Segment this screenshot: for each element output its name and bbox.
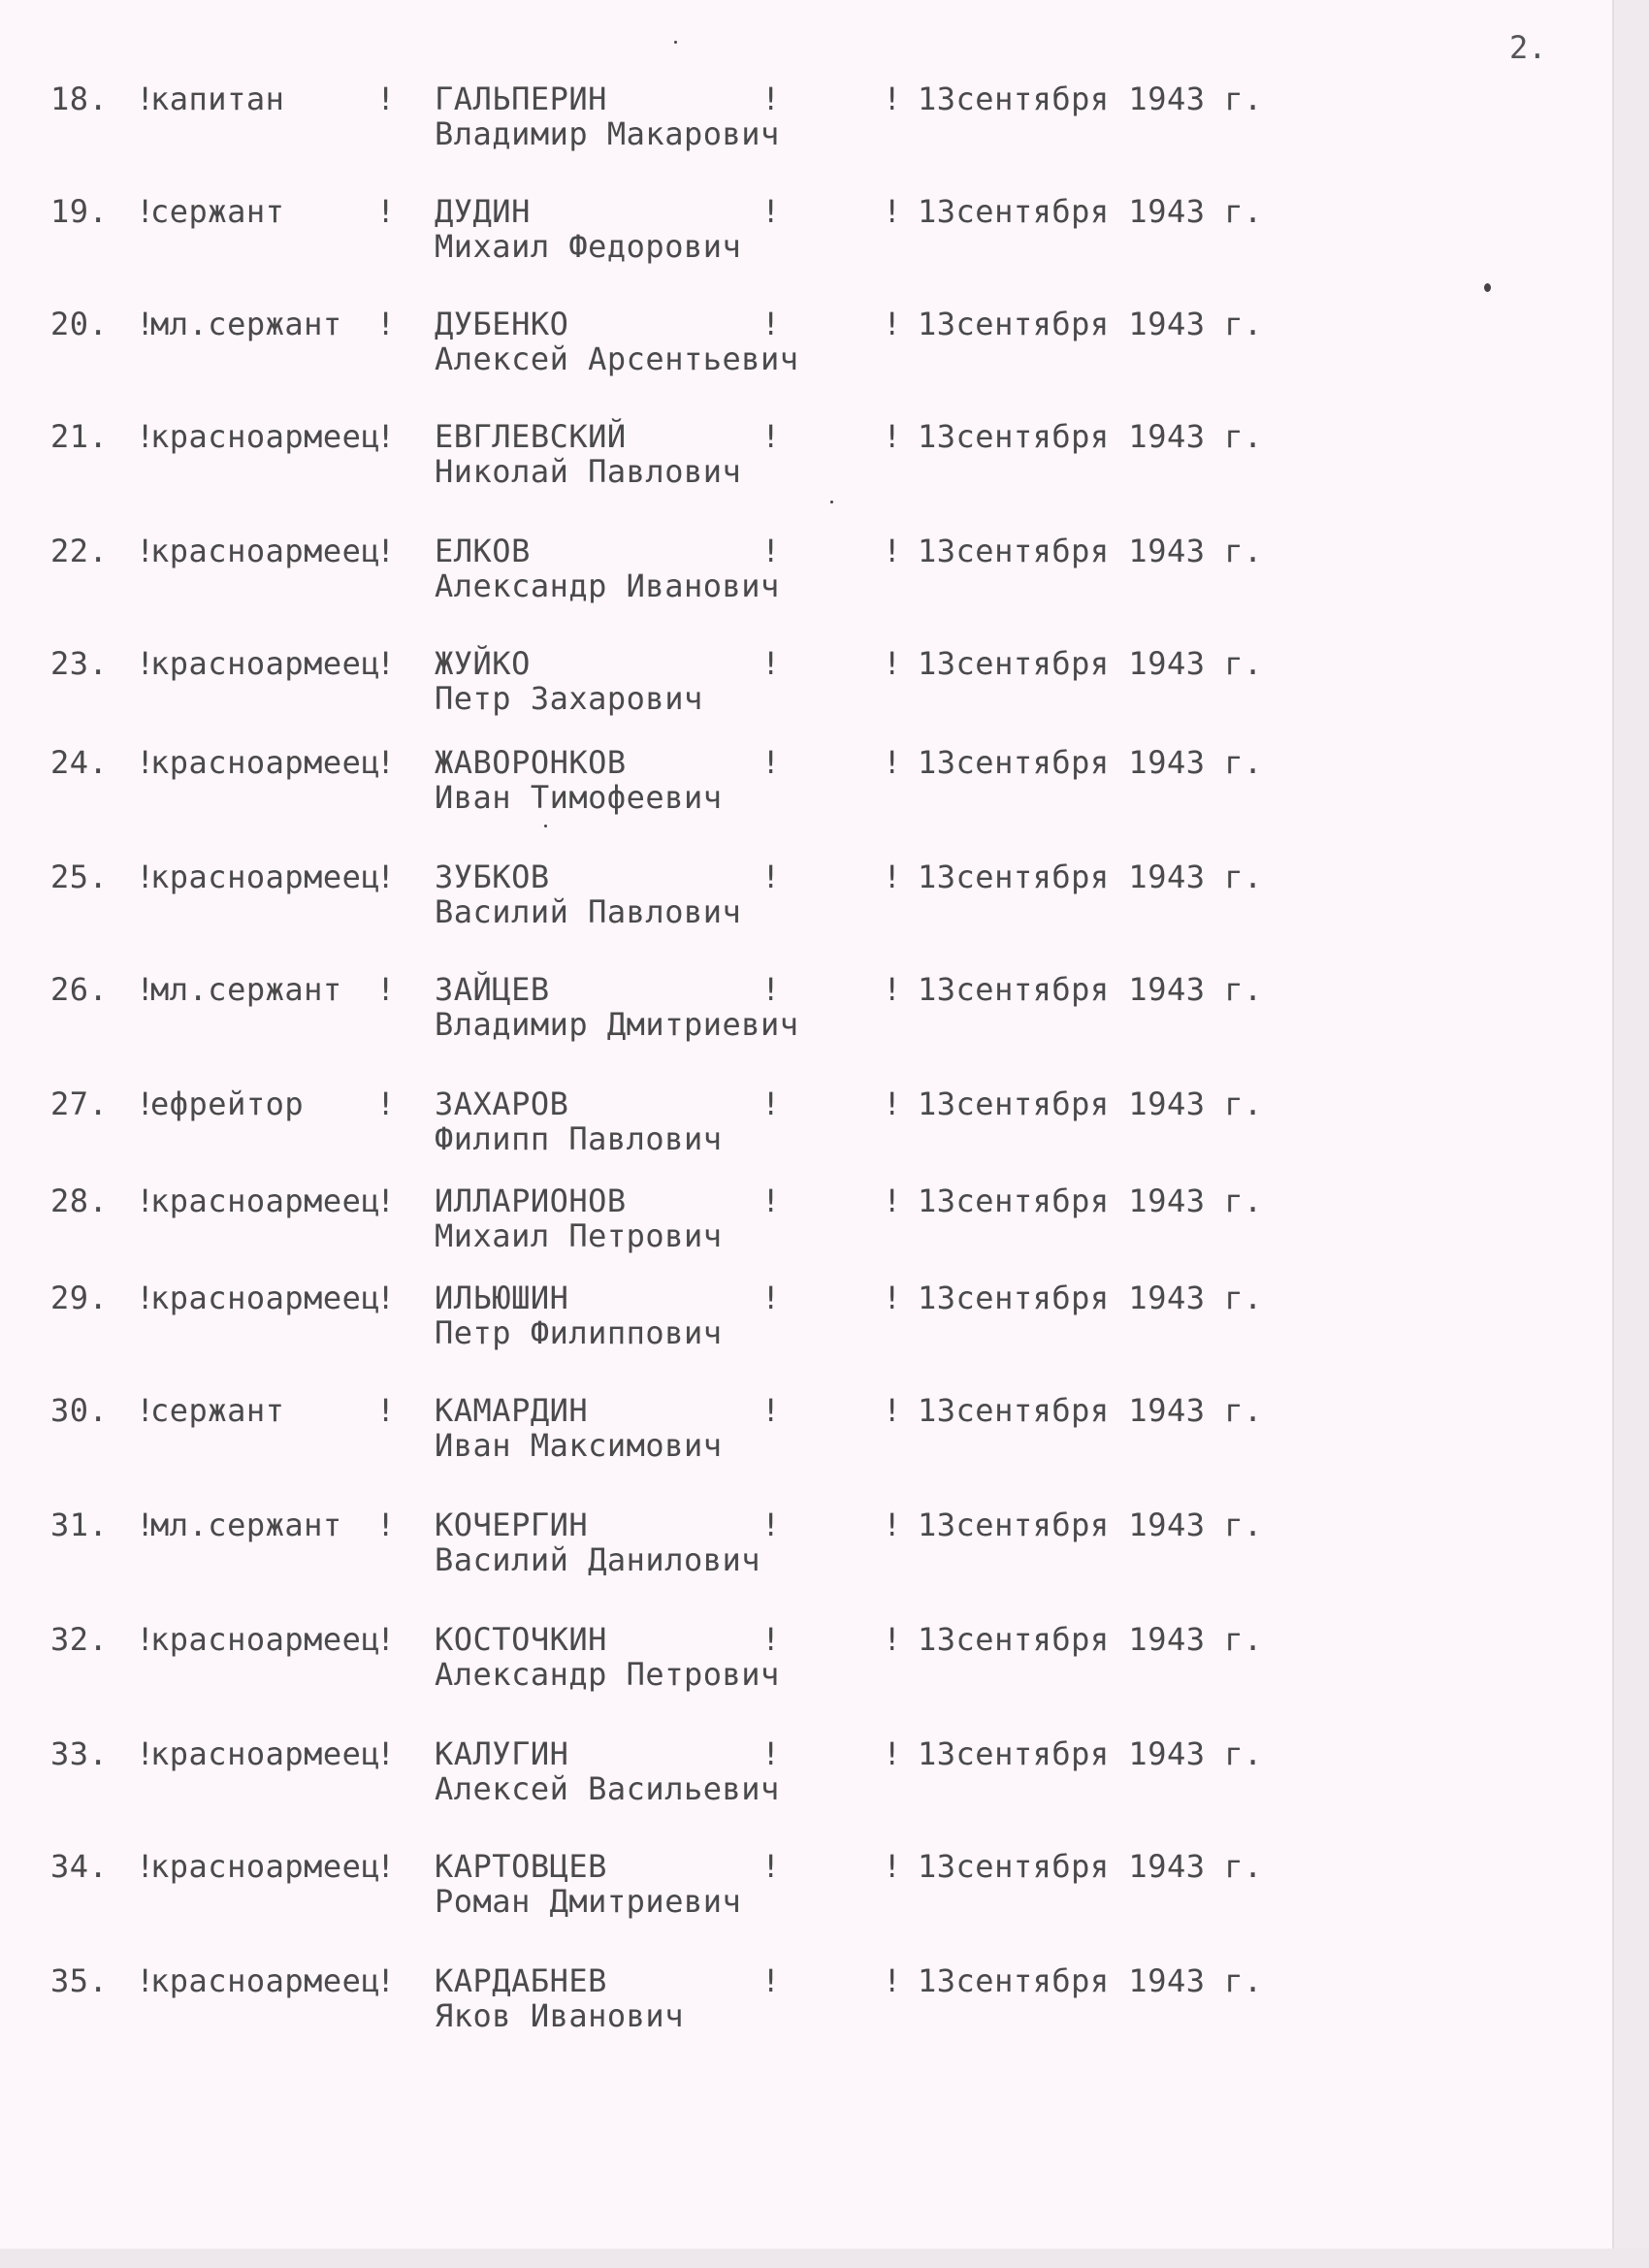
separator-mark: ! xyxy=(761,971,781,1008)
entry-date: 13сентября 1943 г. xyxy=(918,1621,1263,1658)
entry-given-names: Василий Данилович xyxy=(435,1541,761,1578)
separator-mark: ! xyxy=(883,859,902,895)
entry-date: 13сентября 1943 г. xyxy=(918,859,1263,895)
list-item xyxy=(0,534,1358,611)
list-item xyxy=(0,1963,1358,2041)
separator-mark: ! xyxy=(376,306,396,342)
entry-date: 13сентября 1943 г. xyxy=(918,1085,1263,1122)
entry-surname: ИЛЬЮШИН xyxy=(435,1280,569,1316)
separator-mark: ! xyxy=(883,1183,902,1219)
separator-mark: ! xyxy=(883,744,902,781)
separator-mark: ! xyxy=(136,1183,155,1219)
entry-number: 22. xyxy=(50,533,109,569)
entry-given-names: Михаил Федорович xyxy=(435,228,742,265)
entry-date: 13сентября 1943 г. xyxy=(918,418,1263,455)
entry-number: 20. xyxy=(50,306,109,342)
entry-given-names: Алексей Арсентьевич xyxy=(435,340,799,377)
list-item xyxy=(0,1086,1358,1164)
separator-mark: ! xyxy=(376,1280,396,1316)
separator-mark: ! xyxy=(136,1280,155,1316)
separator-mark: ! xyxy=(761,1848,781,1885)
entry-number: 26. xyxy=(50,971,109,1008)
entry-date: 13сентября 1943 г. xyxy=(918,744,1263,781)
list-item xyxy=(0,745,1358,823)
separator-mark: ! xyxy=(136,971,155,1008)
entry-number: 21. xyxy=(50,418,109,455)
separator-mark: ! xyxy=(883,1280,902,1316)
list-item xyxy=(0,194,1358,272)
separator-mark: ! xyxy=(136,1848,155,1885)
entry-rank: красноармеец xyxy=(150,1735,381,1772)
separator-mark: ! xyxy=(376,645,396,682)
separator-mark: ! xyxy=(761,1962,781,1999)
separator-mark: ! xyxy=(136,744,155,781)
entry-given-names: Алексей Васильевич xyxy=(435,1770,780,1807)
entry-surname: ИЛЛАРИОНОВ xyxy=(435,1183,627,1219)
entry-surname: ЖУЙКО xyxy=(435,645,531,682)
entry-date: 13сентября 1943 г. xyxy=(918,193,1263,230)
entry-rank: красноармеец xyxy=(150,1280,381,1316)
separator-mark: ! xyxy=(883,306,902,342)
entry-date: 13сентября 1943 г. xyxy=(918,1735,1263,1772)
separator-mark: ! xyxy=(761,1280,781,1316)
separator-mark: ! xyxy=(136,306,155,342)
entry-given-names: Иван Тимофеевич xyxy=(435,779,723,816)
entry-date: 13сентября 1943 г. xyxy=(918,1962,1263,1999)
entry-surname: КАМАРДИН xyxy=(435,1392,589,1429)
separator-mark: ! xyxy=(761,859,781,895)
separator-mark: ! xyxy=(376,418,396,455)
separator-mark: ! xyxy=(761,1183,781,1219)
separator-mark: ! xyxy=(136,645,155,682)
entry-surname: КАЛУГИН xyxy=(435,1735,569,1772)
entry-rank: мл.сержант xyxy=(150,1507,342,1543)
separator-mark: ! xyxy=(136,1621,155,1658)
entry-given-names: Петр Захарович xyxy=(435,680,703,717)
entry-given-names: Николай Павлович xyxy=(435,453,742,490)
entry-surname: КОСТОЧКИН xyxy=(435,1621,607,1658)
entry-date: 13сентября 1943 г. xyxy=(918,1392,1263,1429)
separator-mark: ! xyxy=(376,859,396,895)
entry-date: 13сентября 1943 г. xyxy=(918,81,1263,117)
entry-rank: сержант xyxy=(150,193,285,230)
list-item xyxy=(0,646,1358,724)
entry-date: 13сентября 1943 г. xyxy=(918,1848,1263,1885)
entry-rank: красноармеец xyxy=(150,859,381,895)
entry-given-names: Владимир Дмитриевич xyxy=(435,1006,799,1043)
separator-mark: ! xyxy=(883,193,902,230)
entry-number: 24. xyxy=(50,744,109,781)
separator-mark: ! xyxy=(761,1621,781,1658)
entry-date: 13сентября 1943 г. xyxy=(918,1507,1263,1543)
entry-rank: красноармеец xyxy=(150,645,381,682)
entry-rank: красноармеец xyxy=(150,1848,381,1885)
list-item xyxy=(0,1280,1358,1358)
entry-rank: красноармеец xyxy=(150,1183,381,1219)
separator-mark: ! xyxy=(376,1962,396,1999)
entry-surname: ДУБЕНКО xyxy=(435,306,569,342)
list-item xyxy=(0,1393,1358,1471)
entry-number: 33. xyxy=(50,1735,109,1772)
separator-mark: ! xyxy=(376,971,396,1008)
ink-speck xyxy=(544,825,547,827)
separator-mark: ! xyxy=(883,533,902,569)
entry-surname: КАРДАБНЕВ xyxy=(435,1962,607,1999)
entry-rank: мл.сержант xyxy=(150,306,342,342)
entry-number: 29. xyxy=(50,1280,109,1316)
ink-speck xyxy=(1484,283,1491,292)
entry-rank: красноармеец xyxy=(150,533,381,569)
entry-given-names: Александр Иванович xyxy=(435,567,780,604)
separator-mark: ! xyxy=(883,645,902,682)
separator-mark: ! xyxy=(883,1085,902,1122)
list-item xyxy=(0,1736,1358,1814)
separator-mark: ! xyxy=(136,418,155,455)
entry-surname: ДУДИН xyxy=(435,193,531,230)
entry-given-names: Яков Иванович xyxy=(435,1997,684,2034)
entry-rank: красноармеец xyxy=(150,418,381,455)
entry-surname: ГАЛЬПЕРИН xyxy=(435,81,607,117)
list-item xyxy=(0,419,1358,497)
entry-rank: мл.сержант xyxy=(150,971,342,1008)
entry-surname: КАРТОВЦЕВ xyxy=(435,1848,607,1885)
separator-mark: ! xyxy=(136,1085,155,1122)
separator-mark: ! xyxy=(376,1392,396,1429)
entry-number: 32. xyxy=(50,1621,109,1658)
list-item xyxy=(0,1183,1358,1261)
entry-number: 23. xyxy=(50,645,109,682)
entry-surname: ЗАЙЦЕВ xyxy=(435,971,550,1008)
entry-rank: красноармеец xyxy=(150,1962,381,1999)
ink-speck xyxy=(830,501,833,503)
entry-number: 34. xyxy=(50,1848,109,1885)
separator-mark: ! xyxy=(883,1621,902,1658)
separator-mark: ! xyxy=(376,1735,396,1772)
entry-given-names: Петр Филиппович xyxy=(435,1314,723,1351)
list-item xyxy=(0,1622,1358,1700)
separator-mark: ! xyxy=(376,1085,396,1122)
list-item xyxy=(0,972,1358,1050)
entry-surname: ЖАВОРОНКОВ xyxy=(435,744,627,781)
entry-given-names: Филипп Павлович xyxy=(435,1120,723,1157)
separator-mark: ! xyxy=(761,1392,781,1429)
entry-date: 13сентября 1943 г. xyxy=(918,533,1263,569)
entry-date: 13сентября 1943 г. xyxy=(918,645,1263,682)
entry-given-names: Михаил Петрович xyxy=(435,1217,723,1254)
separator-mark: ! xyxy=(136,859,155,895)
page-number: 2. xyxy=(1509,29,1547,66)
entry-date: 13сентября 1943 г. xyxy=(918,1280,1263,1316)
separator-mark: ! xyxy=(136,533,155,569)
separator-mark: ! xyxy=(376,1507,396,1543)
entry-given-names: Александр Петрович xyxy=(435,1656,780,1693)
entry-surname: ЗУБКОВ xyxy=(435,859,550,895)
entry-given-names: Василий Павлович xyxy=(435,893,742,930)
entry-number: 31. xyxy=(50,1507,109,1543)
separator-mark: ! xyxy=(883,418,902,455)
separator-mark: ! xyxy=(761,1735,781,1772)
entry-date: 13сентября 1943 г. xyxy=(918,306,1263,342)
separator-mark: ! xyxy=(761,306,781,342)
separator-mark: ! xyxy=(376,193,396,230)
separator-mark: ! xyxy=(376,1848,396,1885)
entry-surname: ЕЛКОВ xyxy=(435,533,531,569)
list-item xyxy=(0,81,1358,159)
separator-mark: ! xyxy=(136,1735,155,1772)
separator-mark: ! xyxy=(761,533,781,569)
entry-number: 25. xyxy=(50,859,109,895)
scan-edge xyxy=(1614,0,1649,2268)
ink-speck xyxy=(674,41,677,44)
entry-number: 27. xyxy=(50,1085,109,1122)
list-item xyxy=(0,307,1358,384)
separator-mark: ! xyxy=(376,533,396,569)
entry-date: 13сентября 1943 г. xyxy=(918,971,1263,1008)
entry-given-names: Иван Максимович xyxy=(435,1427,723,1464)
separator-mark: ! xyxy=(136,1507,155,1543)
scan-bottom-edge xyxy=(0,2249,1649,2268)
entry-number: 28. xyxy=(50,1183,109,1219)
separator-mark: ! xyxy=(761,418,781,455)
separator-mark: ! xyxy=(883,81,902,117)
separator-mark: ! xyxy=(883,1735,902,1772)
entry-rank: капитан xyxy=(150,81,285,117)
entry-number: 30. xyxy=(50,1392,109,1429)
entry-given-names: Роман Дмитриевич xyxy=(435,1883,742,1920)
list-item xyxy=(0,1507,1358,1585)
separator-mark: ! xyxy=(761,193,781,230)
separator-mark: ! xyxy=(883,971,902,1008)
separator-mark: ! xyxy=(883,1392,902,1429)
separator-mark: ! xyxy=(761,81,781,117)
separator-mark: ! xyxy=(883,1962,902,1999)
entry-number: 35. xyxy=(50,1962,109,1999)
entry-rank: красноармеец xyxy=(150,1621,381,1658)
entry-date: 13сентября 1943 г. xyxy=(918,1183,1263,1219)
entry-number: 19. xyxy=(50,193,109,230)
separator-mark: ! xyxy=(761,645,781,682)
entry-given-names: Владимир Макарович xyxy=(435,115,780,152)
separator-mark: ! xyxy=(376,81,396,117)
separator-mark: ! xyxy=(136,1962,155,1999)
separator-mark: ! xyxy=(883,1848,902,1885)
separator-mark: ! xyxy=(376,744,396,781)
separator-mark: ! xyxy=(761,1507,781,1543)
entry-rank: ефрейтор xyxy=(150,1085,305,1122)
entry-rank: красноармеец xyxy=(150,744,381,781)
separator-mark: ! xyxy=(883,1507,902,1543)
separator-mark: ! xyxy=(376,1621,396,1658)
entry-number: 18. xyxy=(50,81,109,117)
separator-mark: ! xyxy=(376,1183,396,1219)
entry-surname: ЗАХАРОВ xyxy=(435,1085,569,1122)
separator-mark: ! xyxy=(761,1085,781,1122)
separator-mark: ! xyxy=(761,744,781,781)
entry-rank: сержант xyxy=(150,1392,285,1429)
separator-mark: ! xyxy=(136,193,155,230)
entry-surname: ЕВГЛЕВСКИЙ xyxy=(435,418,627,455)
entry-surname: КОЧЕРГИН xyxy=(435,1507,589,1543)
separator-mark: ! xyxy=(136,1392,155,1429)
separator-mark: ! xyxy=(136,81,155,117)
list-item xyxy=(0,1849,1358,1927)
list-item xyxy=(0,859,1358,937)
